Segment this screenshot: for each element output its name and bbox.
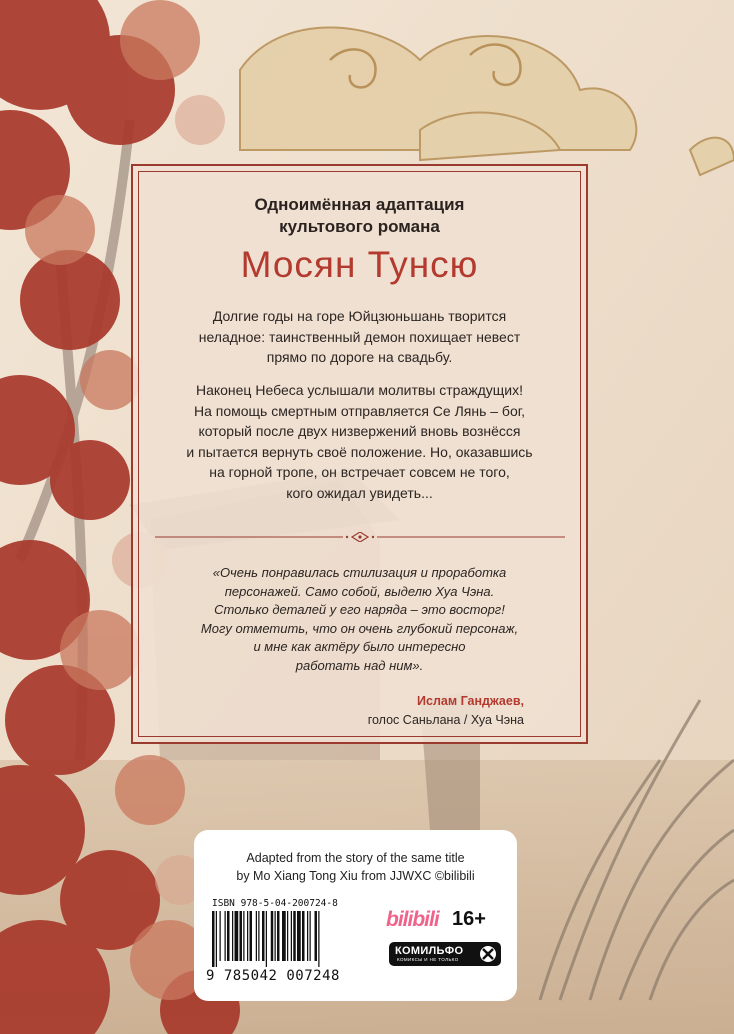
barcode-bar — [250, 911, 253, 961]
barcode-bar — [240, 911, 243, 961]
text-line: который после двух низвержений вновь вознёсся — [198, 423, 521, 439]
barcode-bar — [287, 911, 288, 961]
adaptation-credit — [194, 850, 517, 885]
text-line: и пытается вернуть своё положение. Но, оказавшись — [186, 443, 533, 460]
credits-box — [194, 830, 517, 1001]
barcode-bar — [302, 911, 305, 961]
text-line: Наконец Небеса услышали молитвы страждущих! — [195, 382, 524, 398]
barcode-bar — [262, 911, 265, 961]
review-quote — [151, 564, 568, 675]
barcode-bar — [227, 911, 230, 961]
text-line: Долгие годы на горе Юйцзюньшань творится — [212, 308, 507, 324]
credit-line: by Mo Xiang Tong Xiu from JJWXC ©bilibili — [236, 868, 475, 883]
bilibili-logo: bilibili — [386, 908, 439, 931]
quote-author: Ислам Ганджаев, — [417, 694, 524, 708]
barcode-bar — [297, 911, 301, 961]
publisher-emblem-icon — [479, 945, 497, 963]
barcode-bar — [232, 911, 233, 961]
quote-line: Могу отметить, что он очень глубокий персонаж, — [200, 620, 519, 636]
barcode-bar — [271, 911, 274, 961]
quote-line: «Очень понравилась стилизация и проработка — [212, 565, 507, 580]
barcode-bar — [315, 911, 318, 961]
barcode-bar — [310, 911, 311, 961]
barcode-bar — [275, 911, 276, 961]
ornament-divider — [155, 532, 565, 542]
quote-author-role: голос Саньлана / Хуа Чэна — [367, 713, 524, 727]
quote-line: работать над ним». — [295, 657, 424, 673]
barcode-bar — [282, 911, 286, 961]
synopsis-paragraph-2 — [151, 380, 568, 503]
credit-line: Adapted from the story of the same title — [246, 851, 465, 865]
publisher-name: КОМИЛЬФО — [395, 945, 464, 957]
barcode-bar — [225, 911, 226, 961]
text-line: прямо по дороге на свадьбу. — [266, 349, 453, 365]
barcode-bar — [216, 911, 217, 967]
publisher-tagline: КОМИКСЫ И НЕ ТОЛЬКО — [397, 957, 459, 962]
text-line: кого ожидал увидеть... — [286, 484, 433, 501]
quote-line: и мне как актёру было интересно — [253, 639, 466, 654]
barcode-bar — [266, 911, 267, 967]
barcode-bar — [256, 911, 257, 961]
barcode — [212, 911, 364, 967]
barcode-bar — [293, 911, 296, 961]
synopsis-paragraph-1 — [151, 306, 568, 368]
text-line: На помощь смертным отправляется Се Лянь – бог, — [193, 402, 526, 419]
cover-title: Мосян Тунсю — [240, 244, 479, 285]
text-line: на горной тропе, он встречает совсем не того, — [209, 464, 510, 480]
barcode-bar — [243, 911, 244, 961]
text-line: неладное: таинственный демон похищает невест — [198, 328, 521, 345]
barcode-bar — [235, 911, 239, 961]
barcode-bar — [220, 911, 221, 961]
publisher-logo — [389, 942, 501, 966]
barcode-bar — [277, 911, 280, 961]
barcode-number: 9 785042 007248 — [206, 968, 340, 984]
barcode-bar — [258, 911, 259, 961]
cover-subtitle — [133, 194, 586, 238]
isbn-label: ISBN 978-5-04-200724-8 — [212, 898, 338, 909]
quote-line: Столько деталей у его наряда – это восторг! — [214, 602, 505, 617]
barcode-bar — [247, 911, 248, 961]
quote-line: персонажей. Само собой, выделю Хуа Чэна. — [224, 583, 495, 599]
barcode-bar — [291, 911, 292, 961]
description-panel — [131, 164, 588, 744]
barcode-bar — [307, 911, 308, 961]
subtitle-line: культового романа — [279, 217, 440, 236]
barcode-bar — [318, 911, 319, 967]
subtitle-line: Одноимённая адаптация — [254, 195, 465, 214]
age-rating: 16+ — [452, 908, 486, 930]
barcode-bar — [212, 911, 215, 967]
